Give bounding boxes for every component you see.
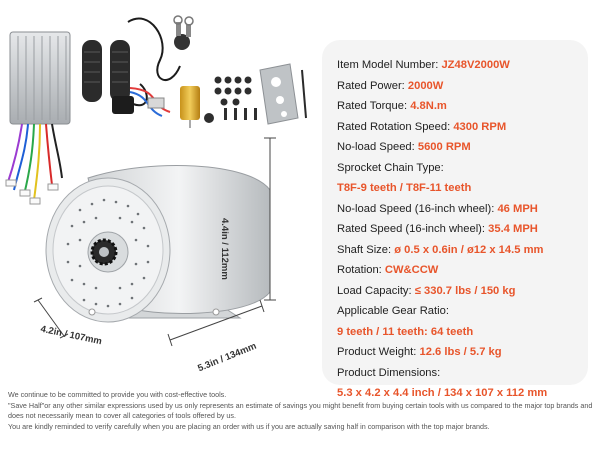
spec-row: [337, 202, 592, 223]
throttle-grips: [82, 40, 147, 114]
spec-row: [337, 263, 592, 284]
electric-motor: [46, 166, 270, 323]
spec-label: Product Weight:: [337, 346, 420, 358]
spec-value: T8F-9 teeth / T8F-11 teeth: [337, 182, 472, 194]
spec-label: Sprocket Chain Type:: [337, 161, 444, 174]
spec-label: Item Model Number:: [337, 59, 442, 71]
spec-value: 4300 RPM: [453, 120, 507, 133]
spec-value: 9 teeth / 11 teeth: 64 teeth: [337, 325, 474, 338]
spec-row: [337, 222, 592, 243]
dimension-width-label: 4.2in / 107mm: [39, 323, 103, 348]
wire-harness: [130, 88, 170, 116]
spec-row: [337, 79, 592, 100]
controller-box: [10, 32, 70, 124]
spec-row: [337, 304, 592, 325]
spec-label: Load Capacity:: [337, 284, 415, 297]
spec-row: [337, 161, 592, 182]
spec-label: Rotation:: [337, 264, 385, 276]
wire-connectors: [6, 180, 58, 204]
disclaimer: [8, 390, 596, 432]
capacitor: [180, 86, 200, 128]
spec-row: [337, 99, 592, 120]
spec-row: [337, 345, 592, 366]
disclaimer-line: We continue to be committed to provide you with cost-effective tools.: [8, 390, 227, 399]
bolts-and-nuts: [204, 77, 257, 124]
spec-row: [337, 366, 592, 387]
disclaimer-line: You are kindly reminded to verify carefully when you are placing an order with us if you are actually saving half in comparison with the top major brands.: [8, 421, 490, 431]
spec-row: [337, 243, 592, 264]
spec-value: 4.8N.m: [410, 100, 447, 112]
spec-list: [337, 58, 592, 407]
spec-label: Rated Torque:: [337, 100, 411, 112]
key-switch: [128, 16, 193, 80]
spec-label: Applicable Gear Ratio:: [337, 305, 449, 317]
spec-value: ø 0.5 x 0.6in / ø12 x 14.5 mm: [394, 243, 544, 256]
disclaimer-line: "Save Half"or any other similar expressions used by us only represents an estimate of savings you might benefit from buying certain tools with us compared to the major top brands and does not necessarily mean to cover all categories of tools offered by us.: [8, 400, 593, 420]
spec-label: No-load Speed:: [337, 141, 418, 153]
spec-value: 35.4 MPH: [488, 223, 538, 235]
spec-row: [337, 140, 592, 161]
spec-row: [337, 181, 592, 202]
spec-value: JZ48V2000W: [441, 59, 510, 71]
spec-row: [337, 325, 592, 346]
spec-value: 5.3 x 4.2 x 4.4 inch / 134 x 107 x 112 mm: [337, 387, 548, 399]
spec-value: CW&CCW: [384, 264, 439, 276]
spec-row: [337, 120, 592, 141]
spec-row: [337, 58, 592, 79]
dimension-height-label: 4.4in / 112mm: [219, 218, 230, 280]
dimension-length-label: 5.3in / 134mm: [196, 340, 259, 375]
spec-value: 2000W: [407, 79, 444, 92]
spec-label: Rated Power:: [337, 79, 408, 92]
spec-label: Rated Speed (16-inch wheel):: [337, 223, 489, 235]
spec-label: Shaft Size:: [337, 243, 395, 256]
spec-value: 46 MPH: [497, 202, 538, 215]
product-image: [0, 0, 320, 385]
spec-label: Rated Rotation Speed:: [337, 120, 454, 133]
spec-row: [337, 284, 592, 305]
spec-label: Product Dimensions:: [337, 366, 441, 379]
spec-value: ≤ 330.7 lbs / 150 kg: [414, 284, 516, 297]
wrench: [260, 64, 306, 124]
spec-label: No-load Speed (16-inch wheel):: [337, 202, 498, 215]
spec-value: 5600 RPM: [417, 141, 471, 153]
spec-value: 12.6 lbs / 5.7 kg: [419, 346, 502, 358]
